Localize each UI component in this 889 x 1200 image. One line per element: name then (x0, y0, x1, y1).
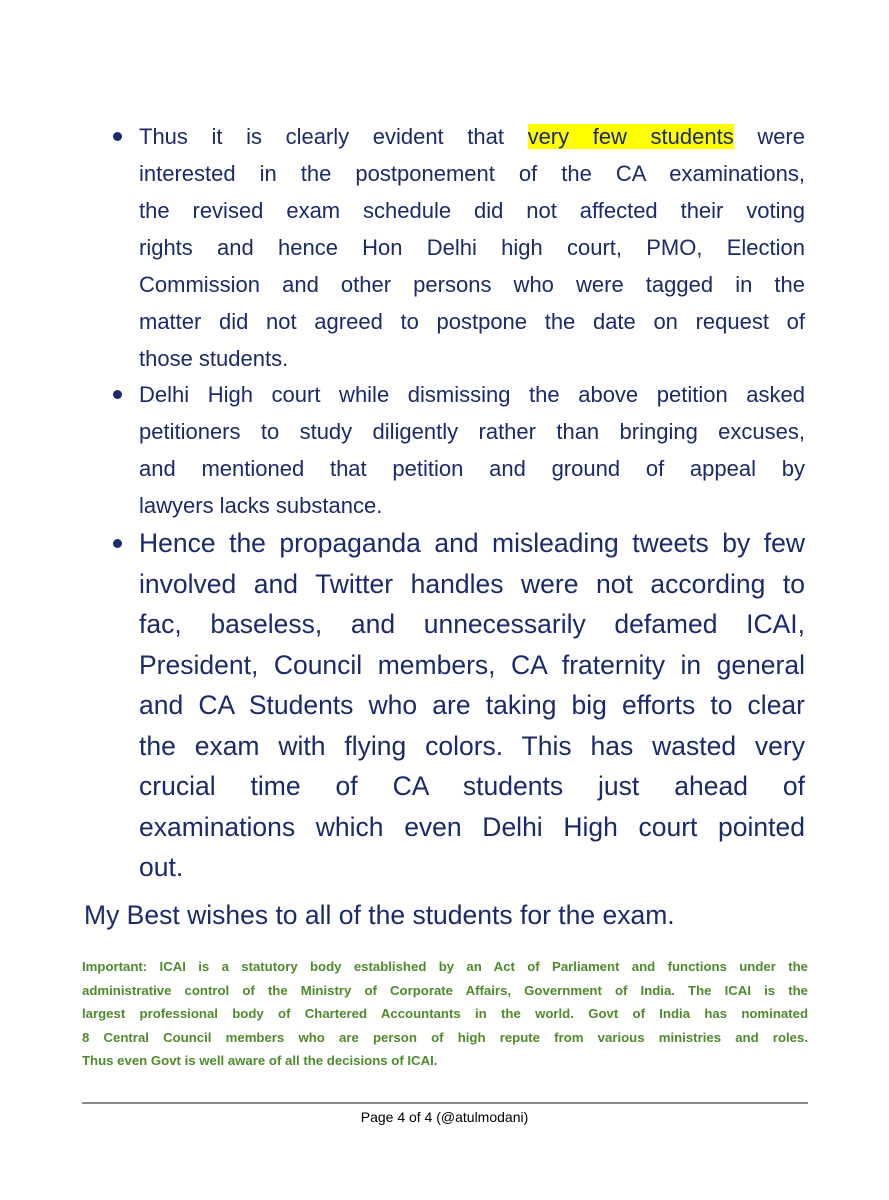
text-line: Hence the propaganda and misleading tweets by few (139, 528, 805, 558)
important-note (82, 955, 808, 1073)
bullet-icon (113, 539, 122, 548)
text-line: out. (139, 852, 184, 882)
bullet-paragraph-1 (139, 118, 805, 377)
bullet-icon (113, 390, 122, 399)
text-line: crucial time of CA students just ahead of (139, 771, 805, 801)
text-line: matter did not agreed to postpone the date on request of (139, 309, 805, 334)
text-line: involved and Twitter handles were not according to (139, 568, 805, 599)
bullet-paragraph-2 (139, 376, 805, 524)
text-line: the revised exam schedule did not affected their voting (139, 198, 805, 223)
bullet-icon (113, 132, 122, 141)
text-segment: Thus it is clearly evident that (139, 124, 504, 149)
text-line: petitioners to study diligently rather than bringing excuses, (139, 419, 805, 444)
text-line: examinations which even Delhi High court pointed (139, 811, 805, 842)
note-line: administrative control of the Ministry of Corporate Affairs, Government of India. The ICAI is the (82, 982, 808, 998)
bullet-paragraph-3 (139, 523, 805, 888)
note-line: 8 Central Council members who are person of high repute from various ministries and roles. (82, 1029, 808, 1045)
text-line: lawyers lacks substance. (139, 493, 383, 518)
best-wishes-line: My Best wishes to all of the students for the exam. (84, 900, 675, 930)
text-segment: were (757, 124, 805, 149)
text-line: fac, baseless, and unnecessarily defamed ICAI, (139, 609, 805, 639)
page-footer: Page 4 of 4 (@atulmodani) (360, 1109, 529, 1125)
text-line: President, Council members, CA fraternity in general (139, 649, 805, 680)
text-line (139, 118, 805, 155)
text-line: Delhi High court while dismissing the above petition asked (139, 382, 805, 407)
text-line: and CA Students who are taking big efforts to clear (139, 690, 805, 720)
text-line: and mentioned that petition and ground of appeal by (139, 456, 805, 481)
text-line: Commission and other persons who were tagged in the (139, 272, 805, 297)
footer-divider (82, 1102, 808, 1104)
text-line: the exam with flying colors. This has wasted very (139, 730, 805, 761)
note-line: Important: ICAI is a statutory body established by an Act of Parliament and functions under the (82, 959, 808, 974)
text-line: interested in the postponement of the CA examinations, (139, 161, 805, 186)
note-line: Thus even Govt is well aware of all the decisions of ICAI. (82, 1053, 438, 1068)
note-line: largest professional body of Chartered Accountants in the world. Govt of India has nominated (82, 1006, 808, 1021)
text-line: rights and hence Hon Delhi high court, PMO, Election (139, 235, 805, 260)
text-line: those students. (139, 346, 289, 371)
highlighted-text: very few students (527, 124, 734, 149)
